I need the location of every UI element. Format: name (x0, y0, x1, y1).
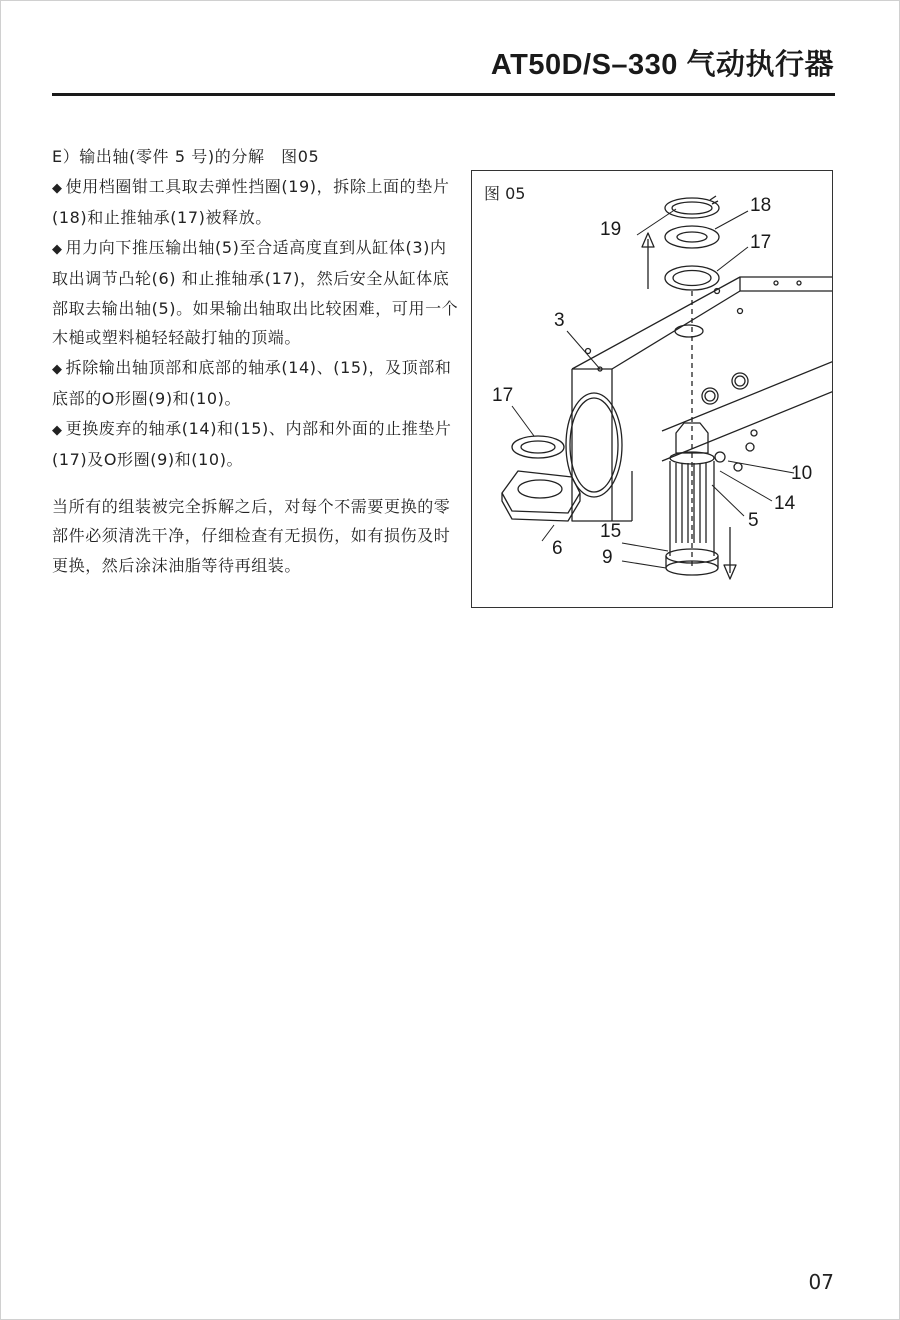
bullet-item (52, 353, 462, 414)
callout-19: 19 (600, 219, 622, 240)
callout-14: 14 (774, 493, 796, 514)
callout-15: 15 (600, 521, 622, 542)
page-title: AT50D/S–330 气动执行器 (490, 49, 834, 81)
callout-10: 10 (791, 463, 813, 484)
diamond-bullet-icon: ◆ (52, 422, 63, 438)
diamond-bullet-icon: ◆ (52, 241, 63, 257)
section-title: E）输出轴(零件 5 号)的分解 图05 (52, 147, 320, 166)
callout-17-left: 17 (492, 385, 514, 406)
bullet-text: 拆除输出轴顶部和底部的轴承(14)、(15)，及顶部和底部的O形圈(9)和(10)。 (52, 357, 452, 408)
thrust-bearing-icon (665, 266, 719, 290)
diamond-bullet-icon: ◆ (52, 180, 63, 196)
arrow-up-icon (642, 233, 654, 289)
callout-5: 5 (748, 510, 759, 531)
bullet-text: 更换废弃的轴承(14)和(15)、内部和外面的止推垫片(17)及O形圈(9)和(10)。 (52, 418, 452, 469)
bullet-item (52, 414, 462, 475)
header-rule (52, 93, 835, 96)
bullet-text: 使用档圈钳工具取去弹性挡圈(19)，拆除上面的垫片(18)和止推轴承(17)被释放。 (52, 176, 450, 227)
diamond-bullet-icon: ◆ (52, 361, 63, 377)
callout-18: 18 (750, 195, 772, 216)
callout-17-top: 17 (750, 232, 772, 253)
instruction-text (52, 142, 462, 580)
page-number: 07 (808, 1270, 834, 1294)
callout-6: 6 (552, 538, 563, 559)
figure-05 (471, 170, 833, 608)
cam-icon (502, 471, 580, 521)
callout-3: 3 (554, 310, 565, 331)
exploded-view-drawing (472, 171, 833, 608)
callout-9: 9 (602, 547, 613, 568)
closing-paragraph: 当所有的组装被完全拆解之后，对每个不需要更换的零部件必须清洗干净，仔细检查有无损伤，如有损伤及时更换，然后涂沫油脂等待再组装。 (52, 496, 451, 575)
arrow-down-icon (724, 527, 736, 579)
bullet-item (52, 233, 462, 353)
retaining-ring-icon (665, 196, 719, 218)
bullet-item (52, 172, 462, 233)
figure-label: 图 05 (484, 184, 526, 203)
washer-icon (665, 226, 719, 248)
thrust-bearing-icon (512, 436, 564, 458)
bullet-text: 用力向下推压输出轴(5)至合适高度直到从缸体(3)内取出调节凸轮(6) 和止推轴承(17)，然后安全从缸体底部取去输出轴(5)。如果输出轴取出比较困难，可用一个木槌或塑料槌轻轻敲打轴的顶端。 (52, 237, 459, 347)
